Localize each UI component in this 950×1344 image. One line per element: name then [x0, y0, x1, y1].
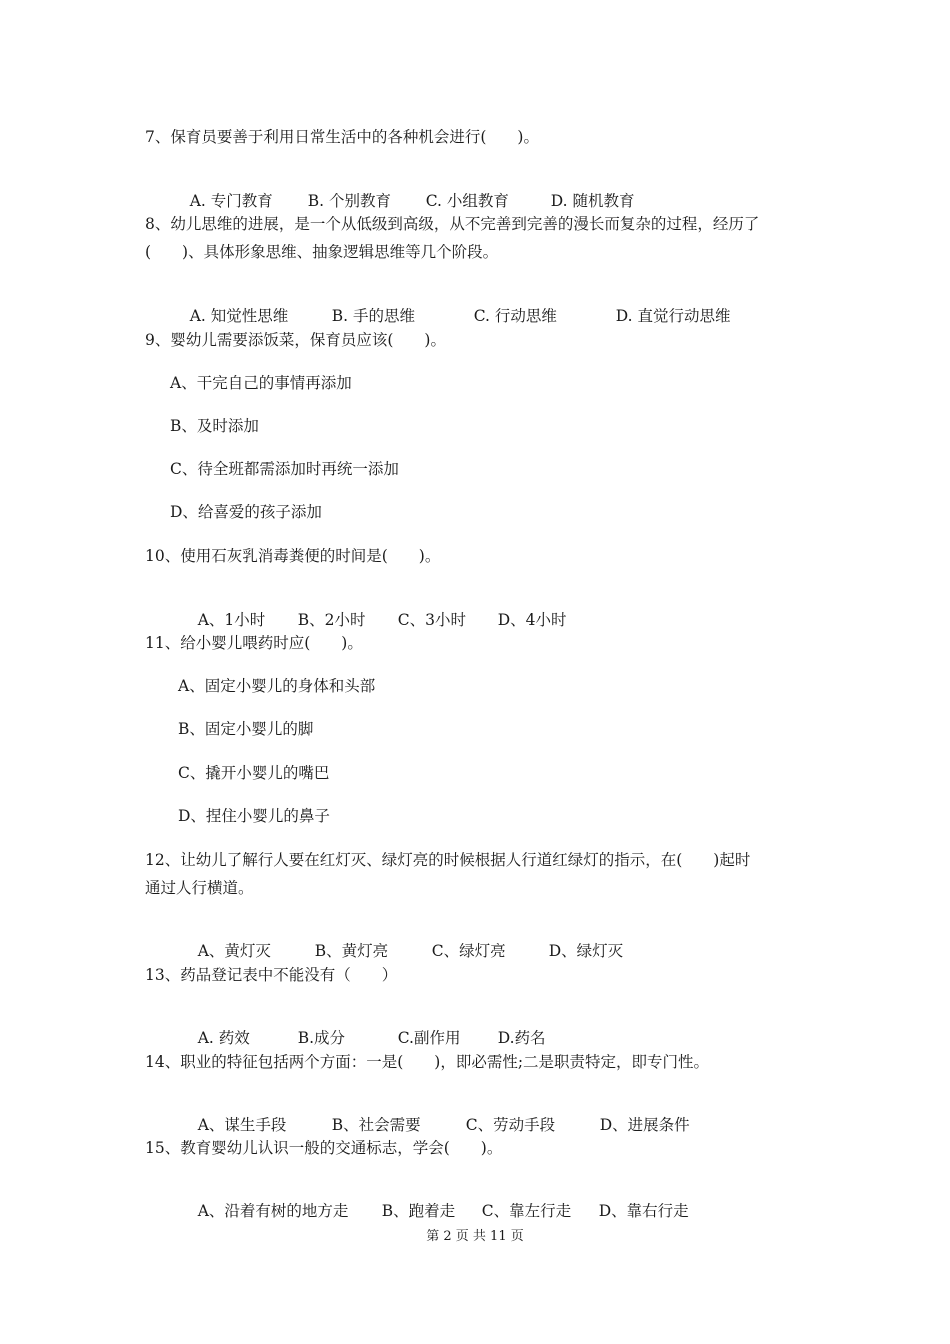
question-8-stem-line-1: 8、幼儿思维的进展，是一个从低级到高级，从不完善到完善的漫长而复杂的过程，经历了 — [145, 215, 760, 233]
option-c: C、靠左行走 — [481, 1202, 572, 1220]
question-11-option-c: C、撬开小婴儿的嘴巴 — [178, 764, 330, 782]
question-9-option-a: A、干完自己的事情再添加 — [170, 374, 352, 392]
option-d: D、进展条件 — [599, 1116, 690, 1134]
option-b: B. 个别教育 — [307, 192, 391, 210]
option-c: C. 行动思维 — [473, 307, 557, 325]
question-15-stem: 15、教育婴幼儿认识一般的交通标志，学会( )。 — [145, 1139, 503, 1157]
option-a: A、谋生手段 — [197, 1116, 287, 1134]
option-a: A. 知觉性思维 — [189, 307, 289, 325]
question-9-option-c: C、待全班都需添加时再统一添加 — [170, 460, 399, 478]
option-c: C.副作用 — [397, 1029, 461, 1047]
option-a: A、沿着有树的地方走 — [197, 1202, 349, 1220]
option-d: D、绿灯灭 — [548, 942, 624, 960]
option-c: C、劳动手段 — [465, 1116, 556, 1134]
option-d: D. 随机教育 — [550, 192, 635, 210]
option-b: B、跑着走 — [381, 1202, 456, 1220]
option-d: D. 直觉行动思维 — [615, 307, 731, 325]
option-b: B. 手的思维 — [331, 307, 415, 325]
question-9-stem: 9、婴幼儿需要添饭菜，保育员应该( )。 — [145, 331, 446, 349]
option-b: B、黄灯亮 — [314, 942, 389, 960]
question-12-stem-line-2: 通过人行横道。 — [145, 879, 254, 897]
option-a: A. 药效 — [197, 1029, 250, 1047]
question-9-option-d: D、给喜爱的孩子添加 — [170, 503, 322, 521]
question-8-stem-line-2: ( )、具体形象思维、抽象逻辑思维等几个阶段。 — [145, 243, 499, 261]
question-13-stem: 13、药品登记表中不能没有（ ） — [145, 966, 398, 984]
question-11-stem: 11、给小婴儿喂药时应( )。 — [145, 634, 363, 652]
question-11-option-b: B、固定小婴儿的脚 — [178, 720, 314, 738]
option-a: A、黄灯灭 — [197, 942, 271, 960]
option-b: B、社会需要 — [331, 1116, 421, 1134]
question-11-option-a: A、固定小婴儿的身体和头部 — [178, 677, 376, 695]
option-d: D、靠右行走 — [598, 1202, 689, 1220]
option-b: B.成分 — [297, 1029, 346, 1047]
option-d: D、4小时 — [497, 611, 567, 629]
option-c: C. 小组教育 — [425, 192, 509, 210]
question-11-option-d: D、捏住小婴儿的鼻子 — [178, 807, 330, 825]
option-d: D.药名 — [497, 1029, 546, 1047]
option-a: A. 专门教育 — [189, 192, 273, 210]
question-14-stem: 14、职业的特征包括两个方面：一是( )，即必需性;二是职责特定，即专门性。 — [145, 1053, 710, 1071]
question-10-stem: 10、使用石灰乳消毒粪便的时间是( )。 — [145, 547, 441, 565]
option-c: C、绿灯亮 — [431, 942, 506, 960]
page-footer: 第 2 页 共 11 页 — [426, 1229, 524, 1244]
question-12-stem-line-1: 12、让幼儿了解行人要在红灯灭、绿灯亮的时候根据人行道红绿灯的指示，在( )起时 — [145, 851, 751, 869]
question-9-option-b: B、及时添加 — [170, 417, 259, 435]
option-c: C、3小时 — [397, 611, 466, 629]
option-a: A、1小时 — [197, 611, 266, 629]
question-7-stem: 7、保育员要善于利用日常生活中的各种机会进行( )。 — [145, 128, 539, 146]
option-b: B、2小时 — [297, 611, 366, 629]
